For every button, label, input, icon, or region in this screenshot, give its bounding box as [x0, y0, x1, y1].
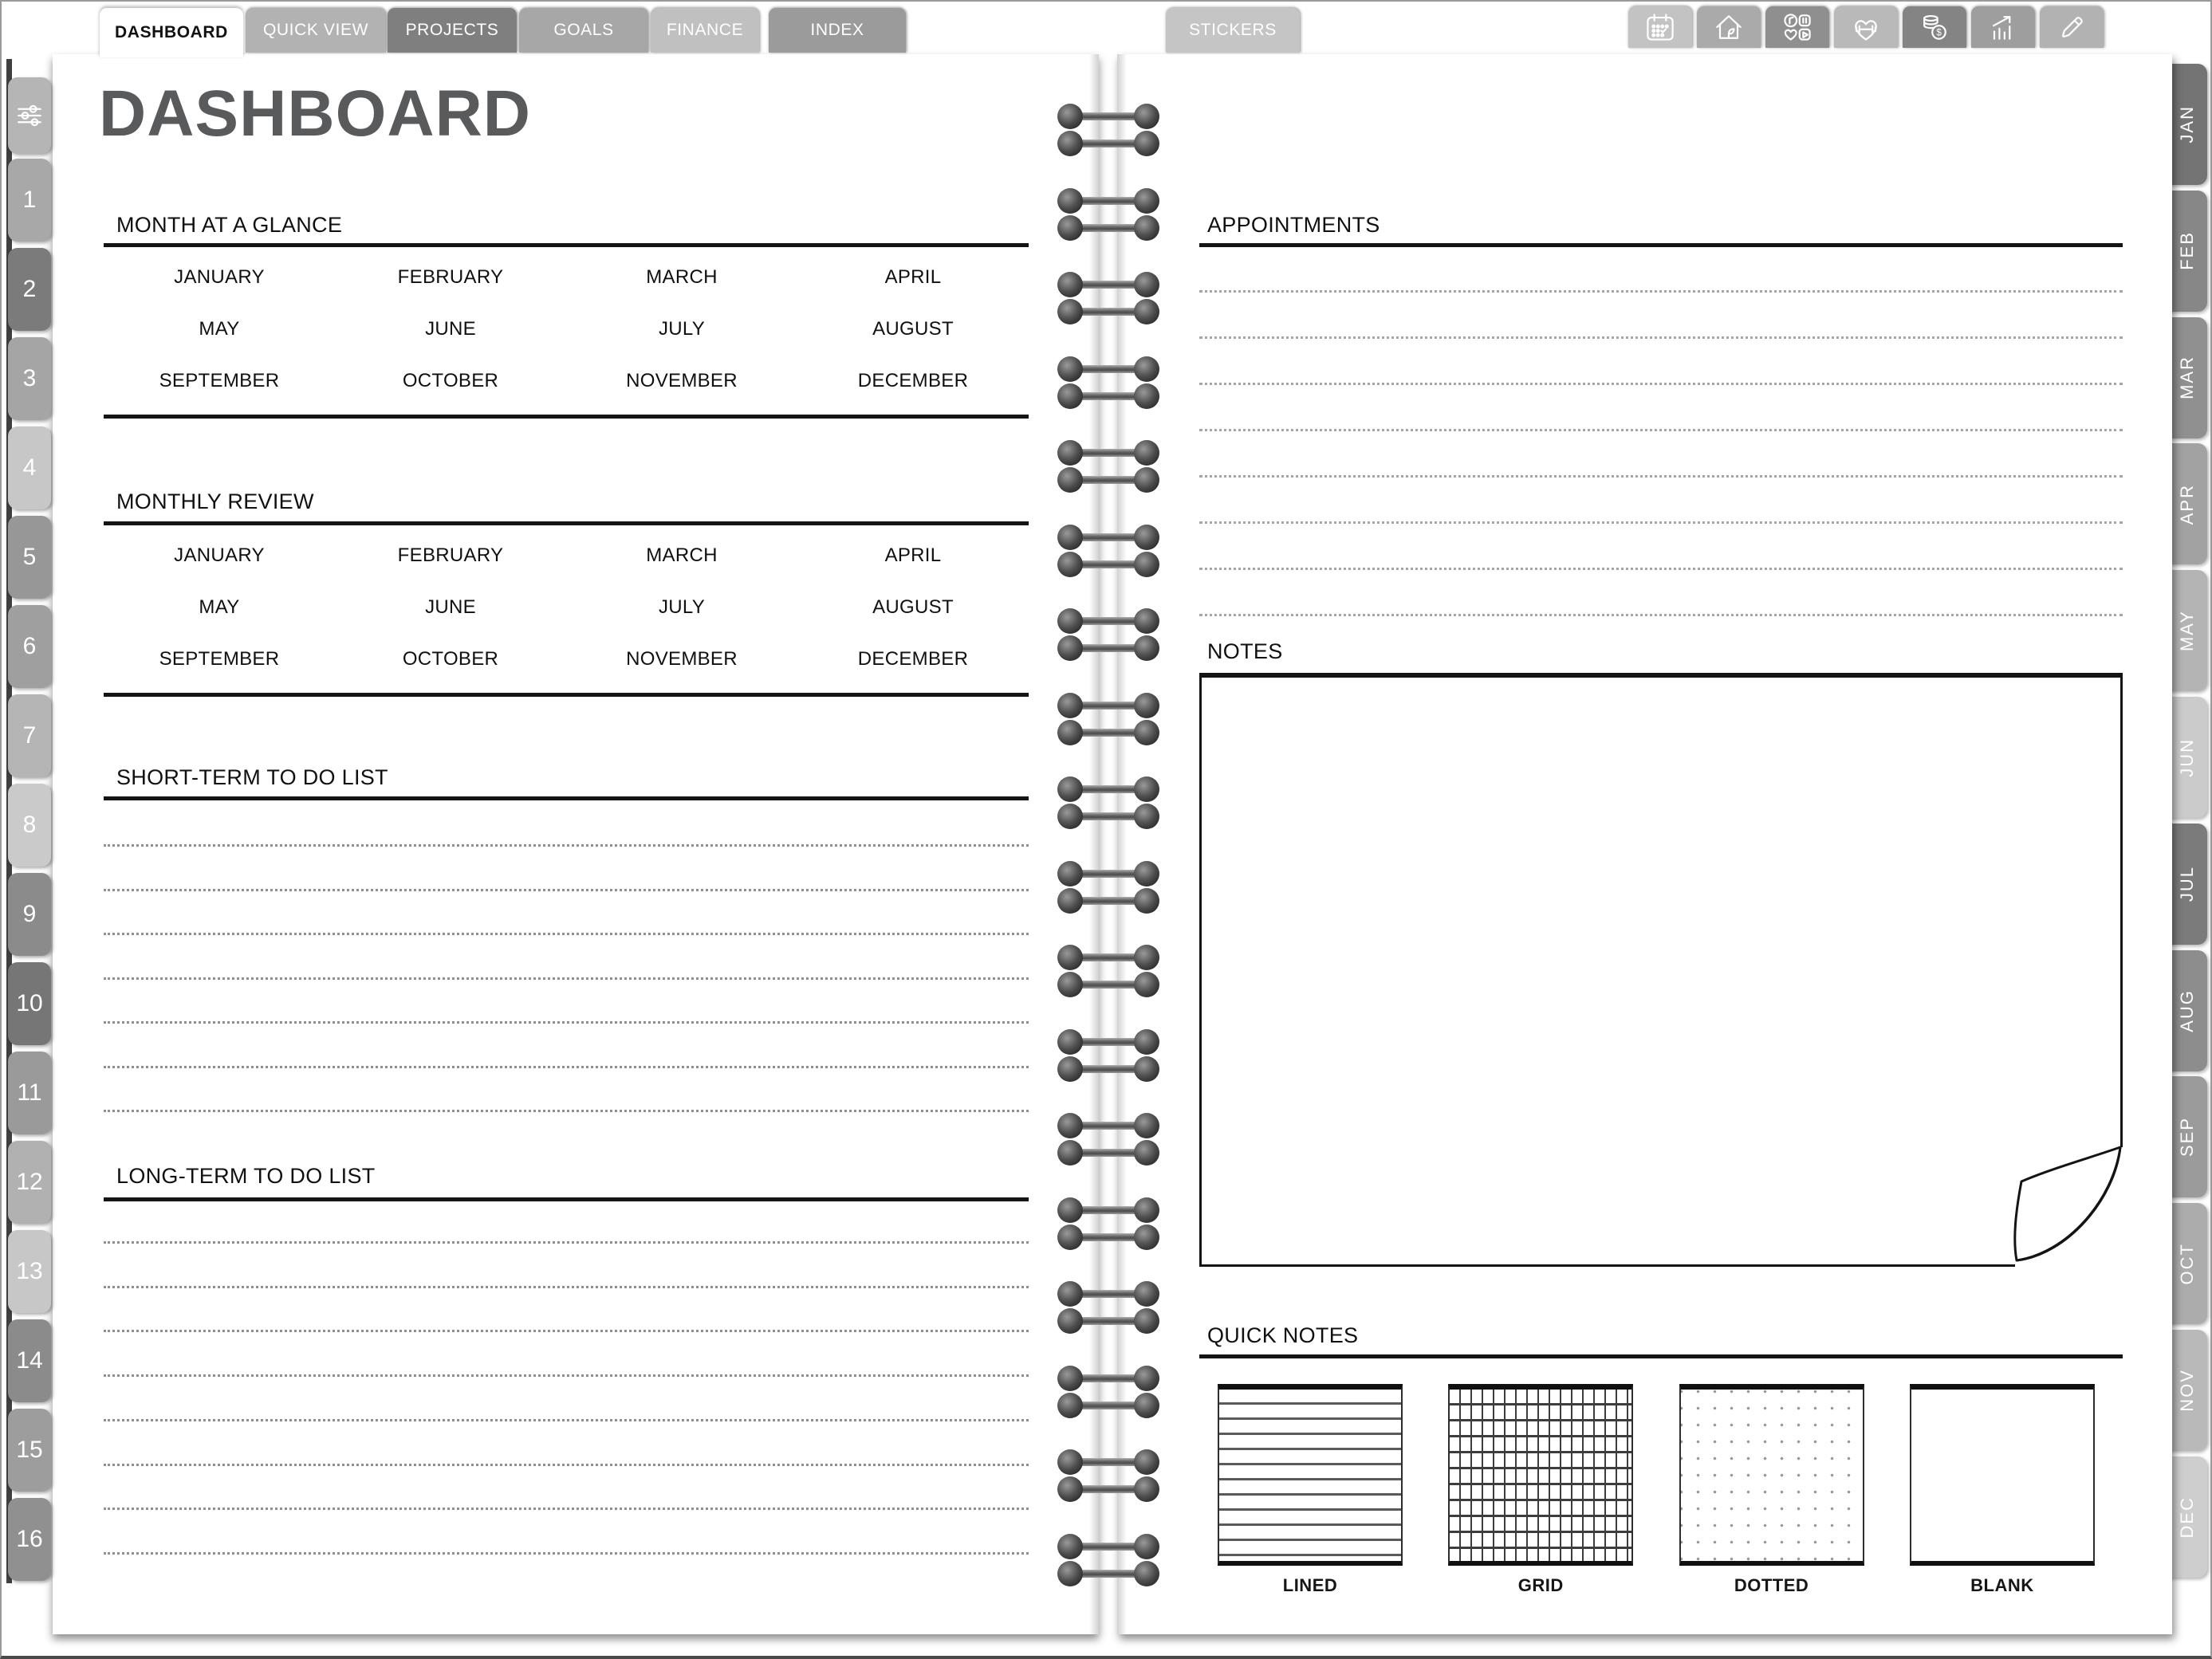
month-tab-jan[interactable] — [2167, 64, 2207, 185]
ring-knob — [1134, 720, 1159, 745]
writing-line — [104, 1110, 1029, 1112]
appointments-heading: APPOINTMENTS — [1207, 213, 1380, 237]
ring-knob — [1134, 888, 1159, 914]
month-tab-jul[interactable] — [2167, 824, 2207, 945]
ring-knob — [1134, 1113, 1159, 1138]
month-cell-february[interactable]: FEBRUARY — [397, 265, 504, 288]
month-cell-september[interactable]: SEPTEMBER — [159, 648, 280, 670]
quick-note-style-label: DOTTED — [1734, 1575, 1809, 1595]
writing-line — [104, 1419, 1029, 1421]
ring-knob — [1057, 1281, 1083, 1307]
ring-knob — [1134, 1449, 1159, 1475]
svg-text:$: $ — [1936, 26, 1942, 38]
side-tab-6[interactable]: 6 — [8, 605, 51, 688]
calendar-icon — [1643, 10, 1678, 45]
long-term-heading: LONG-TERM TO DO LIST — [116, 1164, 376, 1188]
ring-knob — [1057, 693, 1083, 718]
month-cell-november[interactable]: NOVEMBER — [626, 370, 738, 392]
quick-note-style-dotted[interactable] — [1679, 1384, 1864, 1566]
section-rule — [104, 243, 1029, 247]
writing-line — [1199, 521, 2123, 524]
binding-ring — [1057, 1393, 1159, 1418]
ring-knob — [1134, 525, 1159, 550]
binding-ring — [1057, 804, 1159, 829]
binding-ring — [1057, 1561, 1159, 1586]
month-tab-may[interactable] — [2167, 570, 2207, 691]
ring-knob — [1134, 1561, 1159, 1586]
month-cell-april[interactable]: APRIL — [884, 265, 942, 288]
section-rule — [104, 693, 1029, 697]
ring-knob — [1134, 1056, 1159, 1082]
ring-knob — [1057, 1197, 1083, 1223]
writing-line — [104, 1241, 1029, 1244]
month-cell-december[interactable]: DECEMBER — [857, 648, 969, 670]
ring-knob — [1134, 693, 1159, 718]
ring-knob — [1057, 888, 1083, 914]
binding-ring — [1057, 272, 1159, 297]
ring-knob — [1057, 1476, 1083, 1502]
side-tab-5[interactable]: 5 — [8, 516, 51, 599]
ring-knob — [1134, 776, 1159, 802]
ring-knob — [1057, 188, 1083, 214]
binding-ring — [1057, 552, 1159, 577]
ring-knob — [1057, 383, 1083, 409]
ring-knob — [1134, 467, 1159, 493]
ring-knob — [1057, 972, 1083, 997]
ring-knob — [1057, 1056, 1083, 1082]
writing-line — [1199, 383, 2123, 385]
month-tab-label: MAY — [2177, 610, 2197, 652]
binding-ring — [1057, 1449, 1159, 1475]
month-tab-mar[interactable] — [2167, 317, 2207, 438]
ring-knob — [1134, 1029, 1159, 1055]
ring-knob — [1057, 1561, 1083, 1586]
tab-home[interactable] — [1697, 6, 1761, 48]
ring-knob — [1134, 861, 1159, 887]
side-tab-4[interactable]: 4 — [8, 427, 51, 509]
writing-line — [104, 1330, 1029, 1332]
ring-knob — [1134, 215, 1159, 241]
side-tab-11[interactable]: 11 — [8, 1052, 51, 1134]
binding-ring — [1057, 104, 1159, 129]
month-tab-label: JUL — [2177, 866, 2197, 902]
writing-line — [104, 1286, 1029, 1288]
ring-knob — [1134, 552, 1159, 577]
tab-stats[interactable] — [1971, 6, 2035, 48]
pen-icon — [2054, 10, 2089, 45]
ring-knob — [1057, 299, 1083, 324]
ring-knob — [1057, 356, 1083, 382]
binding-ring — [1057, 440, 1159, 466]
month-tab-jun[interactable] — [2167, 697, 2207, 818]
ring-knob — [1057, 804, 1083, 829]
month-cell-may[interactable]: MAY — [199, 317, 240, 340]
binding-ring — [1057, 888, 1159, 914]
ring-knob — [1057, 861, 1083, 887]
ring-knob — [1134, 383, 1159, 409]
month-cell-may[interactable]: MAY — [199, 596, 240, 618]
binding-ring — [1057, 945, 1159, 970]
binding-ring — [1057, 1225, 1159, 1250]
month-cell-october[interactable]: OCTOBER — [402, 648, 499, 670]
side-tab-1[interactable]: 1 — [8, 159, 51, 242]
ring-knob — [1057, 1393, 1083, 1418]
ring-knob — [1134, 1140, 1159, 1166]
month-cell-october[interactable]: OCTOBER — [402, 370, 499, 392]
writing-line — [104, 1464, 1029, 1466]
writing-line — [104, 844, 1029, 847]
ring-knob — [1057, 945, 1083, 970]
month-tab-feb[interactable] — [2167, 191, 2207, 312]
writing-line — [1199, 568, 2123, 570]
ring-knob — [1134, 1197, 1159, 1223]
ring-knob — [1134, 1366, 1159, 1391]
side-tab-7[interactable]: 7 — [8, 694, 51, 777]
side-tab-12[interactable]: 12 — [8, 1141, 51, 1224]
ring-knob — [1057, 131, 1083, 156]
binding-ring — [1057, 467, 1159, 493]
ring-knob — [1134, 1534, 1159, 1559]
binding-ring — [1057, 720, 1159, 745]
tab-dashboard[interactable]: DASHBOARD — [100, 8, 243, 57]
writing-line — [1199, 614, 2123, 616]
ring-knob — [1134, 299, 1159, 324]
month-tab-nov[interactable] — [2167, 1330, 2207, 1451]
tab-pen[interactable] — [2040, 6, 2104, 48]
settings-tab[interactable] — [8, 77, 51, 154]
ring-knob — [1057, 1534, 1083, 1559]
month-cell-july[interactable]: JULY — [658, 596, 706, 618]
ring-knob — [1134, 104, 1159, 129]
writing-line — [104, 1374, 1029, 1377]
ring-knob — [1057, 635, 1083, 661]
short-term-heading: SHORT-TERM TO DO LIST — [116, 765, 388, 789]
writing-line — [104, 933, 1029, 935]
month-cell-june[interactable]: JUNE — [425, 596, 476, 618]
ring-knob — [1057, 1140, 1083, 1166]
month-cell-august[interactable]: AUGUST — [872, 317, 954, 340]
writing-line — [1199, 475, 2123, 478]
ring-knob — [1057, 608, 1083, 634]
binding-ring — [1057, 1056, 1159, 1082]
notes-area[interactable] — [1199, 673, 2123, 1267]
monthly-review-grid — [104, 529, 1029, 686]
ring-knob — [1134, 1393, 1159, 1418]
notes-heading: NOTES — [1207, 639, 1283, 663]
ring-knob — [1057, 552, 1083, 577]
month-cell-january[interactable]: JANUARY — [174, 544, 265, 566]
ring-knob — [1134, 356, 1159, 382]
ring-knob — [1057, 272, 1083, 297]
month-tab-oct[interactable] — [2167, 1203, 2207, 1324]
binding-ring — [1057, 693, 1159, 718]
month-tab-label: SEP — [2177, 1117, 2197, 1158]
tab-finance[interactable] — [1903, 6, 1966, 48]
ring-knob — [1057, 1113, 1083, 1138]
ring-knob — [1134, 1476, 1159, 1502]
month-cell-november[interactable]: NOVEMBER — [626, 648, 738, 670]
section-rule — [104, 796, 1029, 800]
binding-ring — [1057, 861, 1159, 887]
month-tab-label: AUG — [2177, 989, 2197, 1032]
side-tab-8[interactable]: 8 — [8, 784, 51, 867]
binding-ring — [1057, 188, 1159, 214]
month-tab-label: JUN — [2177, 737, 2197, 777]
quick-note-style-label: LINED — [1282, 1575, 1338, 1595]
ring-knob — [1134, 1225, 1159, 1250]
binding-ring — [1057, 1197, 1159, 1223]
tab-stickers[interactable]: STICKERS — [1166, 8, 1300, 53]
ring-knob — [1057, 104, 1083, 129]
ring-knob — [1057, 1449, 1083, 1475]
notes-box-top — [1199, 673, 2123, 678]
ring-knob — [1057, 1366, 1083, 1391]
side-tab-16[interactable]: 16 — [8, 1498, 51, 1581]
quick-notes-heading: QUICK NOTES — [1207, 1323, 1359, 1347]
binding-ring — [1057, 1366, 1159, 1391]
side-tab-15[interactable]: 15 — [8, 1409, 51, 1492]
quick-note-style-blank[interactable] — [1910, 1384, 2095, 1566]
writing-line — [1199, 290, 2123, 293]
side-tab-14[interactable]: 14 — [8, 1319, 51, 1402]
notes-box-bottom — [1199, 1264, 2015, 1267]
stats-icon — [1986, 10, 2021, 45]
ring-knob — [1057, 467, 1083, 493]
binding-ring — [1057, 1308, 1159, 1334]
month-tab-label: DEC — [2177, 1496, 2197, 1539]
month-at-a-glance-grid — [104, 251, 1029, 407]
monthly-review-heading: MONTHLY REVIEW — [116, 489, 314, 513]
section-rule — [104, 521, 1029, 525]
month-cell-january[interactable]: JANUARY — [174, 265, 265, 288]
binding-ring — [1057, 1281, 1159, 1307]
ring-knob — [1134, 945, 1159, 970]
tab-goals[interactable]: GOALS — [519, 8, 648, 53]
month-cell-july[interactable]: JULY — [658, 317, 706, 340]
month-cell-june[interactable]: JUNE — [425, 317, 476, 340]
binding-ring — [1057, 1113, 1159, 1138]
side-tab-3[interactable]: 3 — [8, 337, 51, 420]
month-tab-aug[interactable] — [2167, 950, 2207, 1071]
month-cell-august[interactable]: AUGUST — [872, 596, 954, 618]
binding-ring — [1057, 525, 1159, 550]
month-cell-december[interactable]: DECEMBER — [857, 370, 969, 392]
tab-media[interactable] — [1765, 6, 1829, 48]
month-tab-label: MAR — [2177, 356, 2197, 400]
ring-knob — [1057, 215, 1083, 241]
ring-knob — [1057, 1308, 1083, 1334]
binding-ring — [1057, 1029, 1159, 1055]
quick-note-style-label: GRID — [1517, 1575, 1564, 1595]
ring-knob — [1057, 720, 1083, 745]
ring-knob — [1134, 131, 1159, 156]
binding-ring — [1057, 635, 1159, 661]
month-tab-sep[interactable] — [2167, 1076, 2207, 1197]
binding-ring — [1057, 608, 1159, 634]
month-cell-march[interactable]: MARCH — [646, 265, 718, 288]
side-tab-13[interactable]: 13 — [8, 1230, 51, 1313]
notes-box-right — [2120, 673, 2123, 1147]
month-tab-label: OCT — [2177, 1242, 2197, 1285]
writing-line — [104, 889, 1029, 891]
tab-projects[interactable]: PROJECTS — [388, 8, 517, 53]
section-rule — [104, 1197, 1029, 1201]
ring-knob — [1134, 804, 1159, 829]
side-tab-9[interactable]: 9 — [8, 873, 51, 956]
tab-index[interactable]: INDEX — [769, 8, 906, 53]
month-tab-label: NOV — [2177, 1369, 2197, 1412]
ring-knob — [1057, 1029, 1083, 1055]
binding-ring — [1057, 1534, 1159, 1559]
ring-knob — [1134, 188, 1159, 214]
media-icon — [1780, 10, 1815, 45]
ring-knob — [1057, 776, 1083, 802]
tab-quick-view[interactable]: QUICK VIEW — [246, 8, 386, 53]
writing-line — [104, 977, 1029, 980]
side-tab-10[interactable]: 10 — [8, 962, 51, 1045]
ring-knob — [1134, 272, 1159, 297]
ring-knob — [1134, 440, 1159, 466]
ring-knob — [1057, 440, 1083, 466]
writing-line — [1199, 429, 2123, 431]
month-tab-label: JAN — [2177, 105, 2197, 143]
ring-knob — [1134, 972, 1159, 997]
quick-note-style-lined[interactable] — [1218, 1384, 1403, 1566]
sliders-icon — [12, 98, 47, 133]
side-tab-2[interactable]: 2 — [8, 248, 51, 331]
month-tab-apr[interactable] — [2167, 443, 2207, 564]
ring-knob — [1134, 608, 1159, 634]
binding-ring — [1057, 215, 1159, 241]
binding-ring — [1057, 383, 1159, 409]
finance-icon — [1917, 10, 1952, 45]
ring-knob — [1057, 1225, 1083, 1250]
notes-box-left — [1199, 673, 1202, 1267]
month-tab-label: APR — [2177, 483, 2197, 525]
fitness-icon — [1848, 10, 1883, 45]
ring-knob — [1134, 1308, 1159, 1334]
writing-line — [104, 1066, 1029, 1068]
tab-fitness[interactable] — [1834, 6, 1898, 48]
tab-finance[interactable]: FINANCE — [651, 8, 759, 53]
month-cell-september[interactable]: SEPTEMBER — [159, 370, 280, 392]
month-tab-dec[interactable] — [2167, 1457, 2207, 1578]
writing-line — [104, 1552, 1029, 1555]
binding-ring — [1057, 776, 1159, 802]
binding-ring — [1057, 1140, 1159, 1166]
writing-line — [104, 1508, 1029, 1510]
binding-ring — [1057, 131, 1159, 156]
month-tab-label: FEB — [2177, 231, 2197, 271]
home-icon — [1711, 10, 1746, 45]
section-rule — [1199, 243, 2123, 247]
right-page — [1117, 54, 2172, 1634]
binding-ring — [1057, 299, 1159, 324]
section-rule — [1199, 1354, 2123, 1358]
binding-ring — [1057, 356, 1159, 382]
page-title: DASHBOARD — [99, 77, 531, 150]
writing-line — [104, 1021, 1029, 1024]
binding-ring — [1057, 1476, 1159, 1502]
month-cell-april[interactable]: APRIL — [884, 544, 942, 566]
ring-knob — [1134, 635, 1159, 661]
writing-line — [1199, 336, 2123, 339]
binding-ring — [1057, 972, 1159, 997]
tab-calendar[interactable] — [1628, 6, 1692, 48]
month-cell-march[interactable]: MARCH — [646, 544, 718, 566]
quick-note-style-label: BLANK — [1970, 1575, 2034, 1595]
page-curl[interactable] — [1995, 1127, 2123, 1267]
ring-knob — [1057, 525, 1083, 550]
quick-note-style-grid[interactable] — [1448, 1384, 1633, 1566]
month-at-a-glance-heading: MONTH AT A GLANCE — [116, 213, 343, 237]
section-rule — [104, 415, 1029, 419]
month-cell-february[interactable]: FEBRUARY — [397, 544, 504, 566]
ring-knob — [1134, 1281, 1159, 1307]
left-page — [53, 54, 1099, 1634]
